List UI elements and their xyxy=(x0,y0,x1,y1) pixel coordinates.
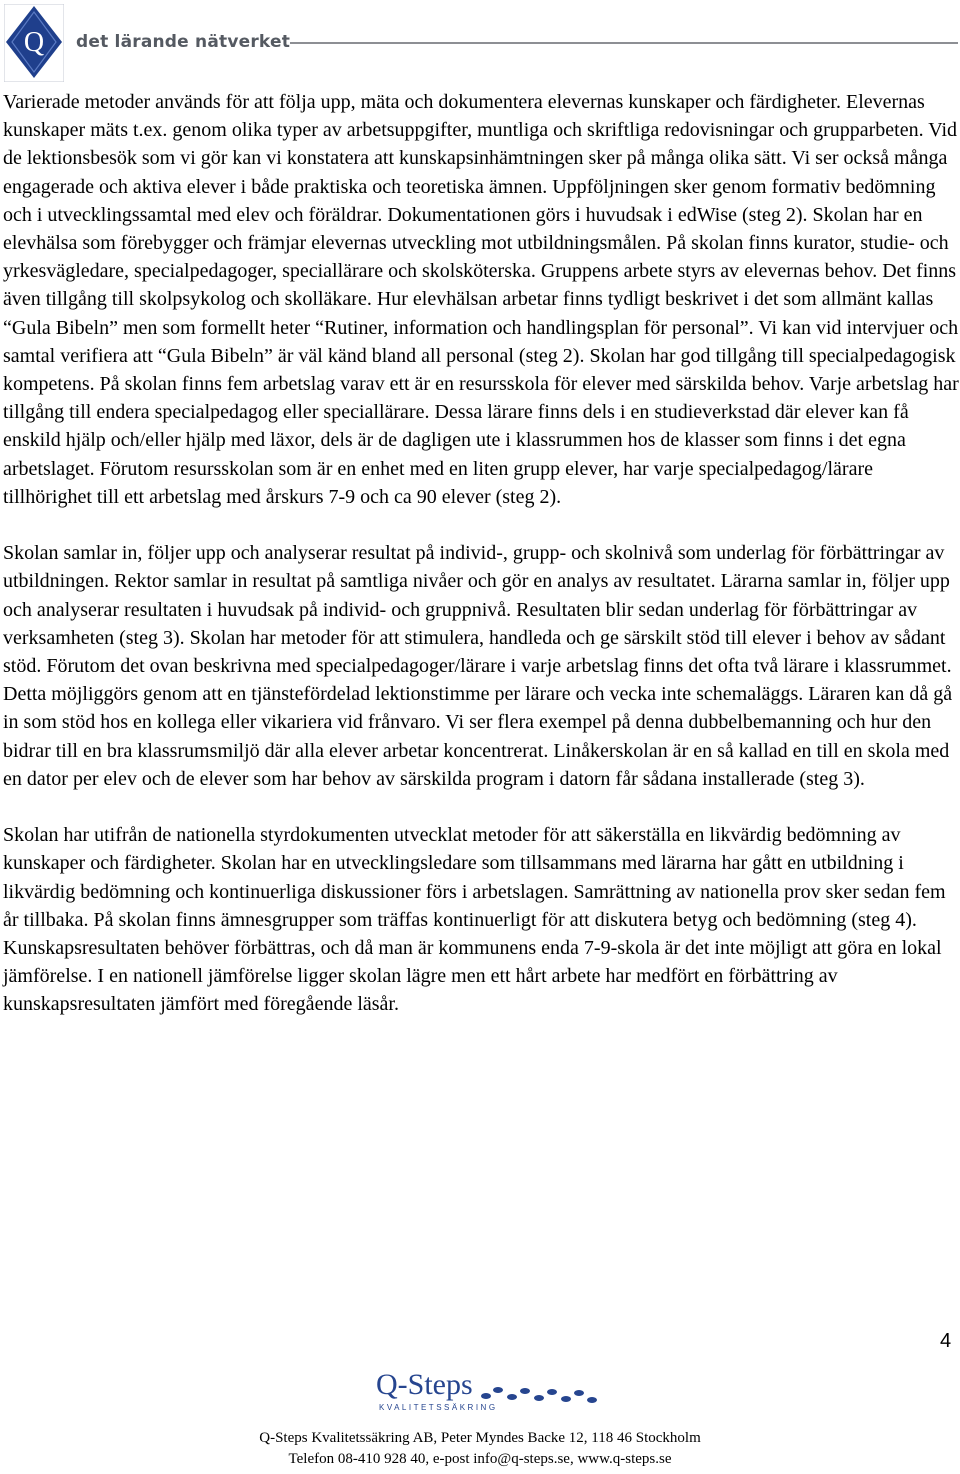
logo-letter: Q xyxy=(23,27,45,58)
footprints-icon xyxy=(478,1380,598,1406)
paragraph-assessment: Skolan har utifrån de nationella styrdokumenten utvecklat metoder för att säkerställa en likvärdig bedömning av kunskaper och färdigheter. Skolan har en utvecklingsledare som tillsammans med lärarna har gått en utbildning i likvärdig bedömning och kontinuerliga diskussioner förs i arbetslagen. Samrättning av nationella prov sker sedan fem år tillbaka. På skolan finns ämnesgrupper som träffas kontinuerligt för att diskutera betyg och bedömning (steg 4). Kunskapsresultaten behöver förbättras, och då man är kommunens enda 7-9-skola är det inte möjligt att göra en lokal jämförelse. I en nationell jämförelse ligger skolan lägre men ett hårt arbete har medfört en förbättring av kunskapsresultaten jämfört med föregående läsår. xyxy=(3,824,946,1016)
network-name: det lärande nätverket xyxy=(76,32,291,52)
paragraph-followup-methods: Varierade metoder används för att följa upp, mäta och dokumentera elevernas kunskaper och färdigheter. Elevernas kunskaper mäts t.ex. genom olika typer av arbetsuppgifter, muntliga och skriftliga redovisningar och grupparbeten. Vid de lektionsbesök som vi gör kan vi konstatera att kunskapsinhämtningen sker på många olika sätt. Vi ser också många engagerade och aktiva elever i både praktiska och teoretiska ämnen. Uppföljningen sker genom formativ bedömning och i utvecklingssamtal med elev och föräldrar. Dokumentationen görs i huvudsak i edWise (steg 2). Skolan har en elevhälsa som förebygger och främjar elevernas utveckling mot utbildningsmålen. På skolan finns kurator, studie- och yrkesvägledare, specialpedagoger, speciallärare och skolsköterska. Gruppens arbete styrs av elevernas behov. Det finns även tillgång till skolpsykolog och skolläkare. Hur elevhälsan arbetar finns tydligt beskrivet i det som allmänt kallas “Gula Bibeln” men som formellt heter “Rutiner, information och handlingsplan för personal”. Vi kan vid intervjuer och samtal verifiera att “Gula Bibeln” är väl känd bland all personal (steg 2). Skolan har god tillgång till specialpedagogisk kompetens. På skolan finns fem arbetslag varav ett är en resursskola för elever med särskilda behov. Varje arbetslag har tillgång till endera specialpedagog eller speciallärare. Dessa lärare finns dels i en studieverkstad där elever kan få enskild hjälp och/eller hjälp med läxor, dels är de dagligen ute i klassrummen hos de klasser som finns i det egna arbetslaget. Förutom resursskolan som är en enhet med en liten grupp elever, har varje specialpedagog/lärare tillhörighet till ett arbetslag med årskurs 7-9 och ca 90 elever (steg 2). xyxy=(3,91,959,508)
qsteps-logo xyxy=(360,1362,600,1418)
page-header xyxy=(0,0,960,90)
page-number: 4 xyxy=(940,1330,952,1352)
paragraph-results-analysis: Skolan samlar in, följer upp och analyserar resultat på individ-, grupp- och skolnivå som underlag för förbättringar av utbildningen. Rektor samlar in resultat på samtliga nivåer och gör en analys av resultatet. Lärarna samlar in, följer upp och analyserar resultaten i huvudsak på individ- och gruppnivå. Resultaten blir sedan underlag för förbättringar av verksamheten (steg 3). Skolan har metoder för att stimulera, handleda och ge särskilt stöd till elever i behov av sådant stöd. Förutom det ovan beskrivna med specialpedagoger/lärare i varje arbetslag finns det ofta två lärare i klassrummet. Detta möjliggörs genom att en tjänstefördelad lektionstimme per lärare och vecka inte schemaläggs. Läraren kan då gå in som stöd hos en kollega eller vikariera vid frånvaro. Vi ser flera exempel på denna dubbelbemanning och hur den bidrar till en bra klassrumsmiljö där alla elever arbetar koncentrerat. Linåkerskolan är en så kallad en till en skola med en dator per elev och de elever som har behov av särskilda program i datorn får sådana installerade (steg 3). xyxy=(3,542,953,790)
qsteps-brand-name: Q-Steps xyxy=(376,1368,473,1401)
network-logo-icon xyxy=(4,4,64,82)
header-divider xyxy=(290,42,958,44)
footer-contact: Telefon 08-410 928 40, e-post info@q-steps.se, www.q-steps.se xyxy=(288,1451,672,1467)
qsteps-tagline: KVALITETSSÄKRING xyxy=(379,1403,498,1412)
footer-address: Q-Steps Kvalitetssäkring AB, Peter Myndes Backe 12, 118 46 Stockholm xyxy=(259,1430,701,1446)
report-body xyxy=(3,88,960,1047)
